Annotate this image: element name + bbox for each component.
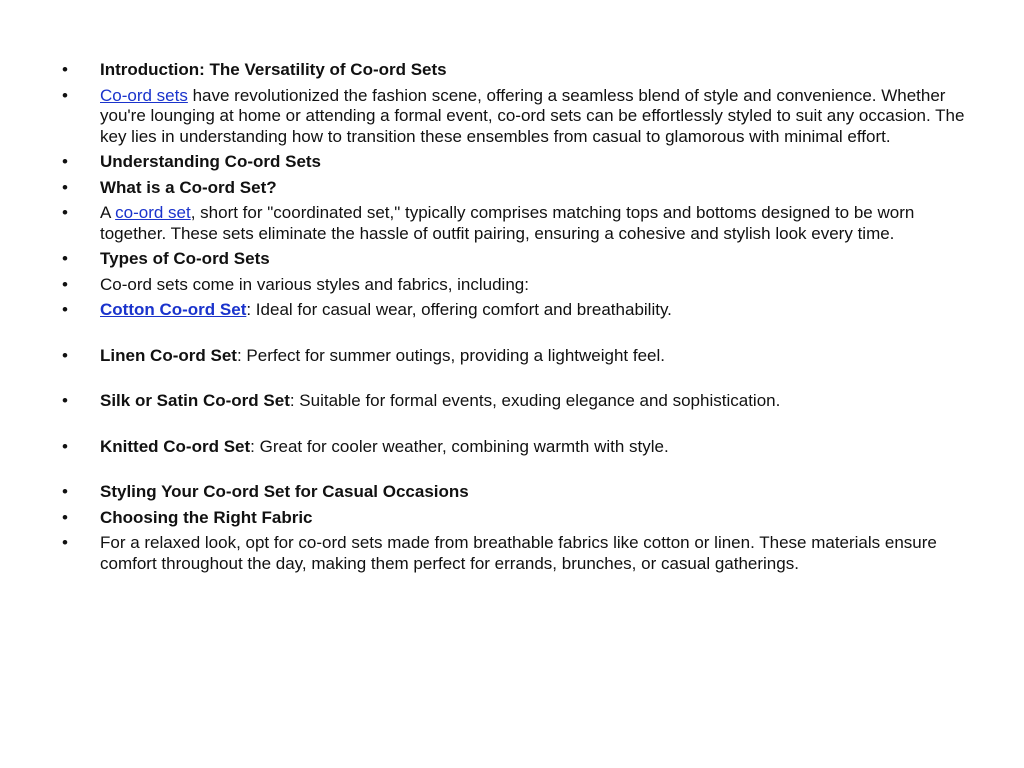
bullet-icon: • [62,391,68,410]
fabric-heading: Choosing the Right Fabric [100,507,313,527]
types-intro-text: Co-ord sets come in various styles and fabrics, including: [100,274,529,294]
bullet-icon: • [62,60,68,79]
bullet-icon: • [62,345,68,365]
bullet-icon: • [62,300,68,319]
linen-description: : Perfect for summer outings, providing a lightweight feel. [236,345,665,365]
styling-heading: Styling Your Co-ord Set for Casual Occasions [100,482,469,501]
list-item-styling-heading [62,482,972,503]
bullet-icon: • [62,274,68,294]
bullet-icon: • [62,533,68,552]
bullet-icon: • [62,203,68,222]
list-item-fabric-text [62,533,972,574]
types-heading: Types of Co-ord Sets [100,249,270,268]
co-ord-sets-link[interactable]: Co-ord sets [100,85,188,105]
definition-prefix: A [100,203,116,222]
list-item-silk [62,391,972,412]
bullet-icon: • [62,482,68,501]
silk-label: Silk or Satin Co-ord Set [100,391,290,410]
bullet-icon: • [62,177,68,197]
list-item-introduction-text [62,86,972,148]
bullet-icon: • [62,85,68,105]
definition-text: , short for "coordinated set," typically comprises matching tops and bottoms designed to be worn together. These sets eliminate the hassle of outfit pairing, ensuring a cohesive and stylish look every time. [100,203,915,243]
list-item-types-heading [62,249,972,270]
list-item-knitted [62,437,972,458]
co-ord-set-link[interactable]: co-ord set [115,203,191,222]
knitted-label: Knitted Co-ord Set [100,436,251,456]
knitted-description: : Great for cooler weather, combining warmth with style. [250,436,669,456]
understanding-heading: Understanding Co-ord Sets [100,152,322,171]
list-item-fabric-heading [62,508,972,529]
list-item-understanding-heading [62,152,972,173]
bullet-list [62,60,972,579]
introduction-text: have revolutionized the fashion scene, offering a seamless blend of style and convenience. Whether you're lounging at home or attending a formal event, co-ord sets can be effortlessly styled to suit any occasion. The key lies in understanding how to transition these ensembles from casual to glamorous with minimal effort. [100,85,965,146]
list-item-what-is-heading [62,178,972,199]
cotton-co-ord-set-link[interactable]: Cotton Co-ord Set [100,300,247,319]
introduction-heading: Introduction: The Versatility of Co-ord Sets [100,60,447,79]
list-item-definition [62,203,972,244]
linen-label: Linen Co-ord Set [100,345,237,365]
bullet-icon: • [62,507,68,527]
fabric-text: For a relaxed look, opt for co-ord sets made from breathable fabrics like cotton or linen. These materials ensure comfort throughout the day, making them perfect for errands, brunches, or casual gatherings. [100,533,937,573]
what-is-heading: What is a Co-ord Set? [100,177,277,197]
list-item-linen [62,346,972,367]
bullet-icon: • [62,152,68,171]
cotton-description: : Ideal for casual wear, offering comfort and breathability. [246,300,672,319]
bullet-icon: • [62,249,68,268]
list-item-cotton [62,300,972,321]
list-item-types-intro [62,275,972,296]
bullet-icon: • [62,436,68,456]
silk-description: : Suitable for formal events, exuding elegance and sophistication. [289,391,781,410]
list-item-introduction-heading [62,60,972,81]
